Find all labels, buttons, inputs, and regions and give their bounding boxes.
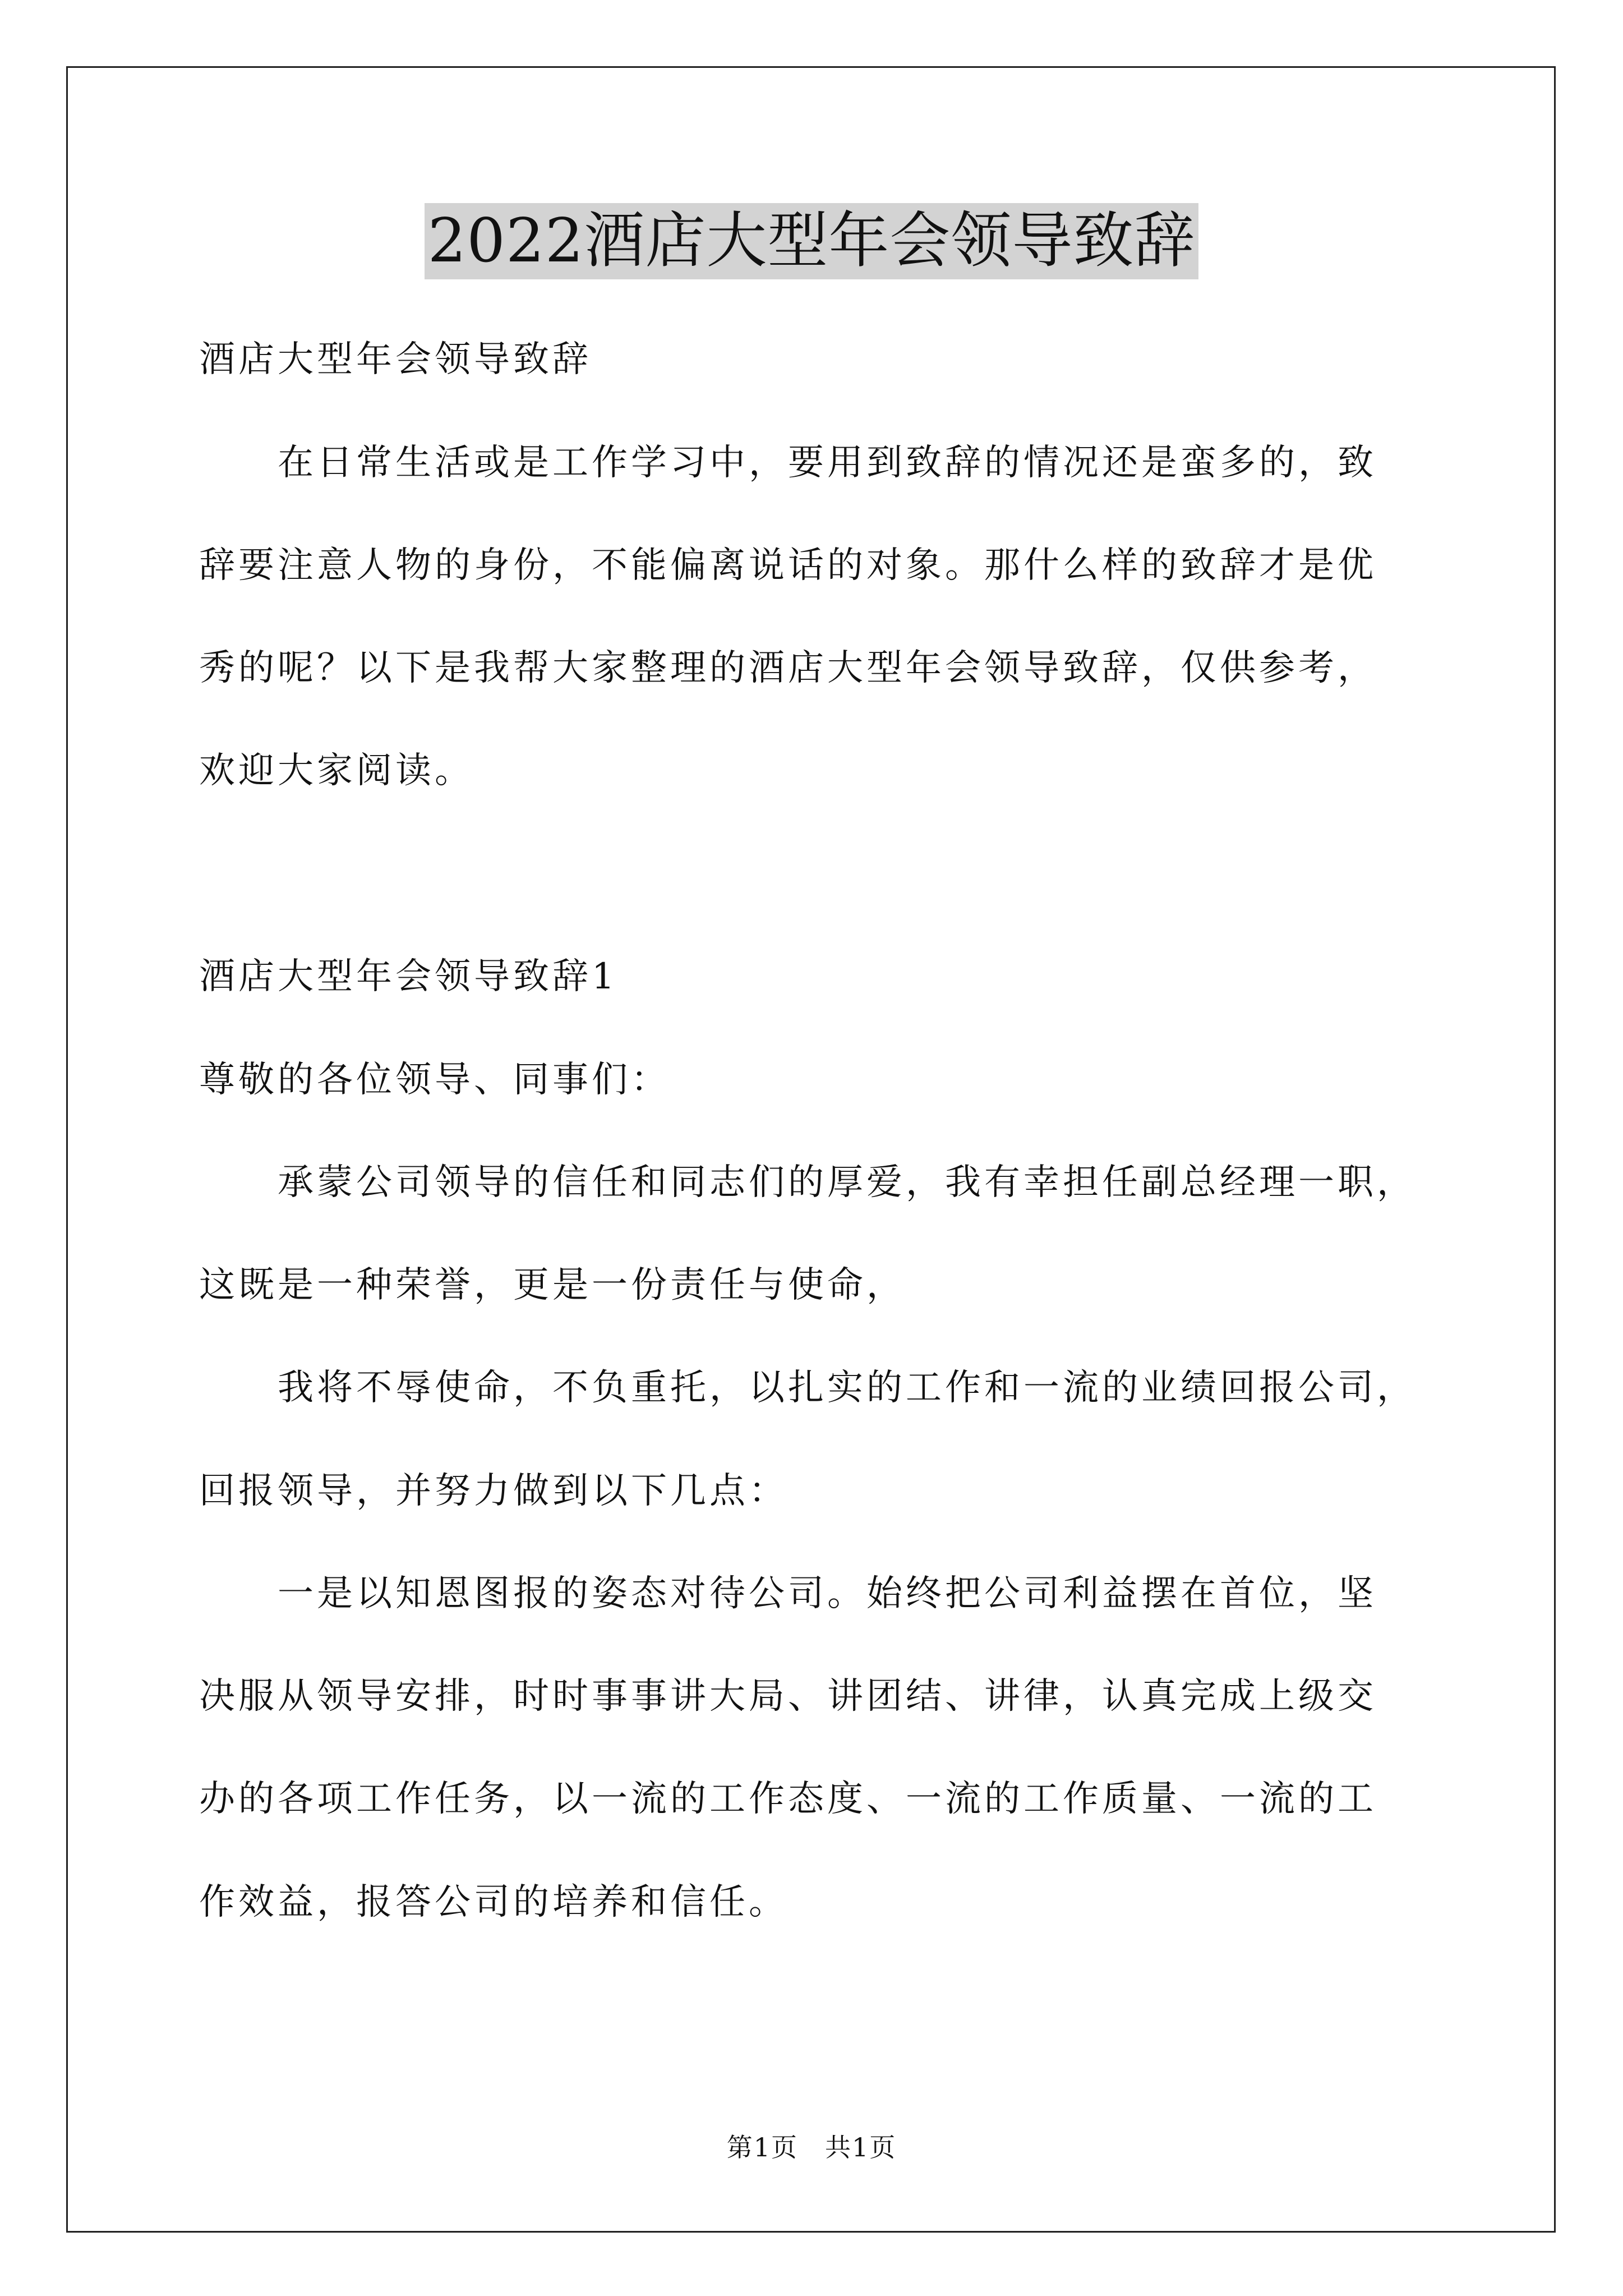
paragraph-line: 这既是一种荣誉，更是一份责任与使命， [199,1264,906,1306]
paragraph-line: 办的各项工作任务，以一流的工作态度、一流的工作质量、一流的工 [199,1778,1377,1820]
paragraph-line: 回报领导，并努力做到以下几点： [199,1470,788,1512]
page-footer: 第1页 共1页 [726,2132,897,2162]
paragraph-line: 我将不辱使命，不负重托，以扎实的工作和一流的业绩回报公司， [199,1367,1416,1409]
salutation-line: 尊敬的各位领导、同事们： [199,1059,670,1101]
document-title: 2022酒店大型年会领导致辞 [425,203,1199,279]
paragraph-line: 作效益，报答公司的培养和信任。 [199,1881,788,1923]
title-container [0,203,1623,279]
paragraph-line: 决服从领导安排，时时事事讲大局、讲团结、讲律，认真完成上级交 [199,1676,1377,1717]
subtitle-line: 酒店大型年会领导致辞 [199,339,592,380]
paragraph-line: 辞要注意人物的身份，不能偏离说话的对象。那什么样的致辞才是优 [199,545,1377,586]
paragraph-line: 在日常生活或是工作学习中，要用到致辞的情况还是蛮多的，致 [199,442,1377,484]
paragraph-line: 欢迎大家阅读。 [199,750,474,792]
paragraph-line: 一是以知恩图报的姿态对待公司。始终把公司利益摆在首位，坚 [199,1573,1377,1614]
paragraph-line: 秀的呢？以下是我帮大家整理的酒店大型年会领导致辞，仅供参考， [199,647,1377,689]
paragraph-line: 承蒙公司领导的信任和同志们的厚爱，我有幸担任副总经理一职， [199,1162,1416,1203]
section-heading: 酒店大型年会领导致辞1 [199,956,618,997]
